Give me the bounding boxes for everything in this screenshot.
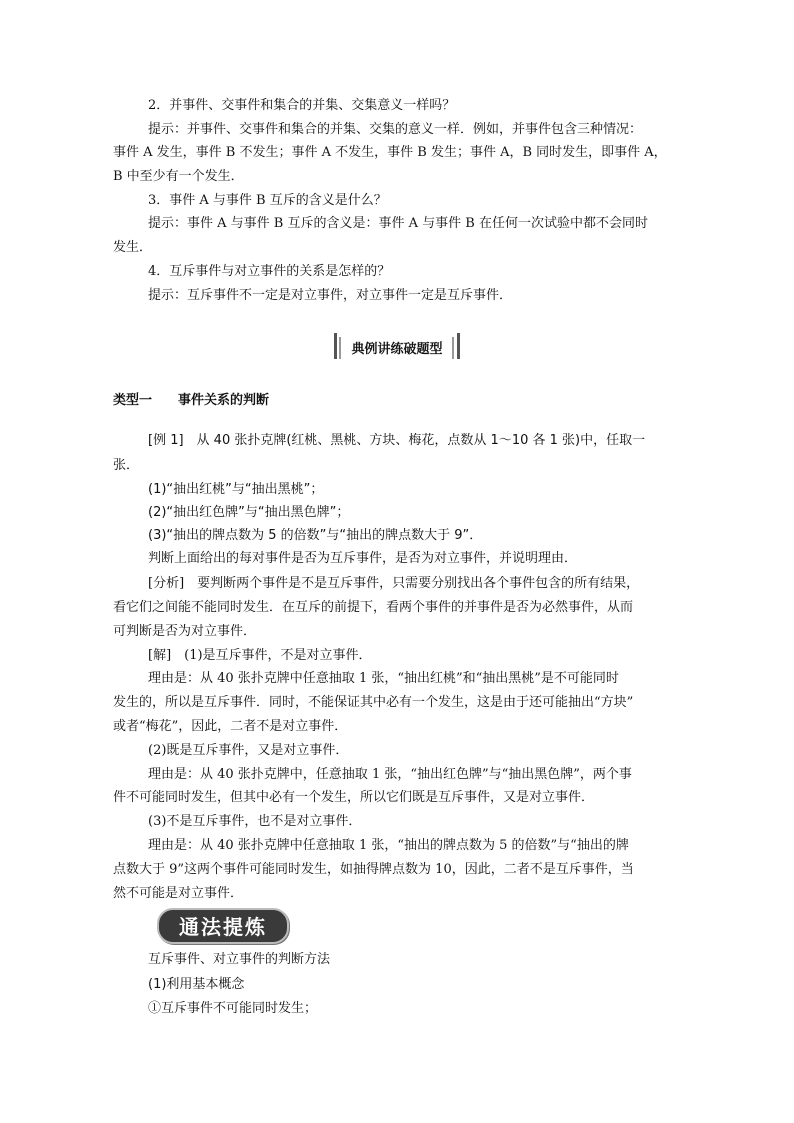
text-line-s10: 点数大于 9”这两个事件可能同时发生，如抽得牌点数为 10，因此，二者不是互斥事件，当 (113, 862, 634, 877)
text-line-s7: 件不可能同时发生，但其中必有一个发生，所以它们既是互斥事件，又是对立事件． (113, 790, 595, 805)
text-line-type1: 类型一 事件关系的判断 (113, 393, 270, 408)
text-line-ex1c: (1)“抽出红桃”与“抽出黑桃”； (148, 482, 324, 497)
text-line-m2: (1)利用基本概念 (148, 977, 245, 992)
text-line-ex1e: (3)“抽出的牌点数为 5 的倍数”与“抽出的牌点数大于 9”． (148, 528, 483, 543)
text-line-an2: 看它们之间能不能同时发生．在互斥的前提下，看两个事件的并事件是否为必然事件，从而 (113, 600, 634, 615)
text-line-q3a1: 提示：事件 A 与事件 B 互斥的含义是：事件 A 与事件 B 在任何一次试验中都不会同时 (148, 216, 648, 231)
text-line-s2: 理由是：从 40 张扑克牌中任意抽取 1 张，“抽出红桃”和“抽出黑桃”是不可能同时 (148, 671, 619, 686)
method-badge-title: 通法提炼 (179, 915, 267, 939)
text-line-q4: 4．互斥事件与对立事件的关系是怎样的？ (148, 264, 391, 279)
text-line-q2a3: B 中至少有一个发生． (113, 169, 244, 184)
method-badge (157, 908, 289, 942)
text-line-s3: 发生的，所以是互斥事件．同时，不能保证其中必有一个发生，这是由于还可能抽出“方块” (113, 695, 634, 710)
text-line-ex1f: 判断上面给出的每对事件是否为互斥事件，是否为对立事件，并说明理由． (148, 551, 578, 566)
text-line-m1: 互斥事件、对立事件的判断方法 (148, 952, 331, 967)
section-banner (334, 333, 460, 359)
text-line-an3: 可判断是否为对立事件． (113, 624, 257, 639)
text-line-an1: [分析] 要判断两个事件是不是互斥事件，只需要分别找出各个事件包含的所有结果， (148, 576, 640, 591)
text-line-ex1d: (2)“抽出红色牌”与“抽出黑色牌”； (148, 505, 350, 520)
text-line-m3: ①互斥事件不可能同时发生； (148, 1001, 318, 1016)
text-line-q3: 3．事件 A 与事件 B 互斥的含义是什么？ (148, 193, 387, 208)
text-line-s4: 或者“梅花”，因此，二者不是对立事件． (113, 719, 348, 734)
text-line-s8: (3)不是互斥事件，也不是对立事件． (148, 814, 362, 829)
text-line-s9: 理由是：从 40 张扑克牌中任意抽取 1 张，“抽出的牌点数为 5 的倍数”与“抽出的牌 (148, 838, 629, 853)
text-line-ex1a: [例 1] 从 40 张扑克牌(红桃、黑桃、方块、梅花，点数从 1～10 各 1 张)中，任取一 (148, 433, 646, 448)
text-line-q2a1: 提示：并事件、交事件和集合的并集、交集的意义一样．例如，并事件包含三种情况： (148, 122, 643, 137)
text-line-q2: 2．并事件、交事件和集合的并集、交集意义一样吗？ (148, 98, 456, 113)
text-line-q4a: 提示：互斥事件不一定是对立事件，对立事件一定是互斥事件． (148, 288, 513, 303)
text-line-ex1b: 张． (113, 458, 140, 473)
section-banner-title: 典例讲练破题型 (351, 342, 443, 357)
text-line-q2a2: 事件 A 发生，事件 B 不发生；事件 A 不发生，事件 B 发生；事件 A，B 同时发生，即事件 A， (113, 145, 667, 160)
text-line-s11: 然不可能是对立事件． (113, 886, 244, 901)
text-line-s6: 理由是：从 40 张扑克牌中，任意抽取 1 张，“抽出红色牌”与“抽出黑色牌”，两个事 (148, 767, 632, 782)
text-line-s5: (2)既是互斥事件，又是对立事件． (148, 743, 349, 758)
text-line-q3a2: 发生． (113, 240, 153, 255)
text-line-s1: [解] (1)是互斥事件，不是对立事件． (148, 648, 372, 663)
